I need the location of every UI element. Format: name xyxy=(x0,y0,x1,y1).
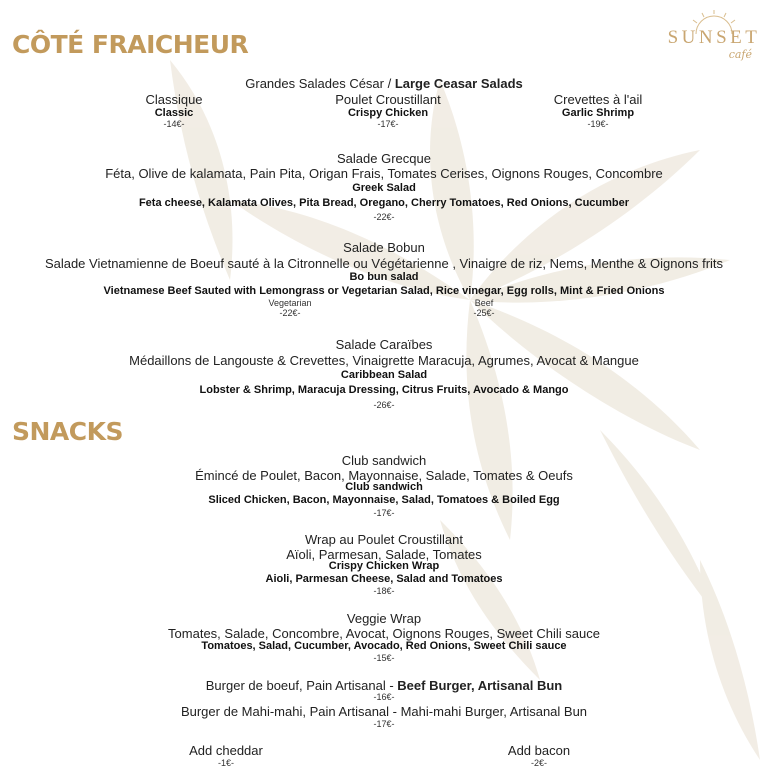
caraibes-en-desc: Lobster & Shrimp, Maracuja Dressing, Citrus Fruits, Avocado & Mango xyxy=(199,384,569,396)
cesar-option-en: Classic xyxy=(154,107,194,119)
caraibes-desc: Médaillons de Langouste & Crevettes, Vinaigrette Maracuja, Agrumes, Avocat & Mangue xyxy=(129,353,639,368)
bobun-option-price: -22€- xyxy=(279,308,301,318)
caraibes-en-name: Caribbean Salad xyxy=(340,369,428,381)
bobun-option-label: Beef xyxy=(474,298,494,308)
cesar-option-fr: Classique xyxy=(145,92,203,107)
cesar-option-classic xyxy=(114,92,234,129)
cesar-title-en: Large Ceasar Salads xyxy=(394,76,523,91)
caraibes-price: -26€- xyxy=(373,400,395,410)
cesar-option-fr: Crevettes à l'ail xyxy=(553,92,643,107)
mahi-price: -17€- xyxy=(373,719,395,729)
wrap-en-desc: Aioli, Parmesan Cheese, Salad and Tomatoes xyxy=(265,573,503,585)
bobun-option-price: -25€- xyxy=(473,308,495,318)
section-title-snacks: SNACKS xyxy=(12,417,124,446)
brand-name: SUNSET xyxy=(667,27,761,48)
cesar-option-price: -17€- xyxy=(377,119,399,129)
grecque-name: Salade Grecque xyxy=(337,151,431,166)
brand-sub: café xyxy=(728,48,752,61)
club-en-name: Club sandwich xyxy=(345,481,423,493)
addon-price: -1€- xyxy=(217,758,234,768)
veggie-name: Veggie Wrap xyxy=(346,611,422,626)
wrap-en-name: Crispy Chicken Wrap xyxy=(328,560,440,572)
cesar-option-crispy-chicken xyxy=(318,92,458,129)
cesar-option-price: -19€- xyxy=(587,119,609,129)
veggie-price: -15€- xyxy=(373,653,395,663)
wrap-name: Wrap au Poulet Croustillant xyxy=(304,532,463,547)
mahi-line: Burger de Mahi-mahi, Pain Artisanal - Mahi-mahi Burger, Artisanal Bun xyxy=(180,704,588,719)
addon-price: -2€- xyxy=(530,758,547,768)
club-price: -17€- xyxy=(373,508,395,518)
burger-line xyxy=(0,678,768,693)
section-title-fraicheur: CÔTÉ FRAICHEUR xyxy=(12,30,249,59)
grecque-en-desc: Feta cheese, Kalamata Olives, Pita Bread, Oregano, Cherry Tomatoes, Red Onions, Cucumber xyxy=(138,197,630,209)
club-name: Club sandwich xyxy=(341,453,427,468)
addon-label: Add bacon xyxy=(507,743,571,758)
wrap-price: -18€- xyxy=(373,586,395,596)
bobun-option-beef xyxy=(444,298,524,318)
bobun-option-label: Vegetarian xyxy=(268,298,312,308)
cesar-option-fr: Poulet Croustillant xyxy=(335,92,441,107)
cesar-option-garlic-shrimp xyxy=(538,92,658,129)
club-desc: Émincé de Poulet, Bacon, Mayonnaise, Salade, Tomates & Oeufs xyxy=(195,468,573,483)
addon-bacon xyxy=(489,743,589,768)
cesar-title xyxy=(0,76,768,91)
veggie-en-desc: Tomatoes, Salad, Cucumber, Avocado, Red Onions, Sweet Chili sauce xyxy=(201,640,567,652)
bobun-en-name: Bo bun salad xyxy=(349,271,419,283)
bobun-option-vegetarian xyxy=(240,298,340,318)
grecque-en-name: Greek Salad xyxy=(352,182,416,194)
sunset-cafe-logo xyxy=(664,10,764,70)
veggie-desc: Tomates, Salade, Concombre, Avocat, Oignons Rouges, Sweet Chili sauce xyxy=(168,626,600,641)
bobun-desc: Salade Vietnamienne de Boeuf sauté à la Citronnelle ou Végétarienne , Vinaigre de riz, Nems, Menthe & Oignons frits xyxy=(44,256,724,271)
caraibes-name: Salade Caraïbes xyxy=(335,337,433,352)
bobun-en-desc: Vietnamese Beef Sauted with Lemongrass or Vegetarian Salad, Rice vinegar, Egg rolls, Mint & Fried Onions xyxy=(103,285,665,297)
burger-price: -16€- xyxy=(373,692,395,702)
cesar-option-en: Garlic Shrimp xyxy=(561,107,635,119)
cesar-option-en: Crispy Chicken xyxy=(347,107,429,119)
club-en-desc: Sliced Chicken, Bacon, Mayonnaise, Salad, Tomatoes & Boiled Egg xyxy=(208,494,560,506)
grecque-desc: Féta, Olive de kalamata, Pain Pita, Origan Frais, Tomates Cerises, Oignons Rouges, Concombre xyxy=(105,166,663,181)
cesar-option-price: -14€- xyxy=(163,119,185,129)
burger-fr: Burger de boeuf, Pain Artisanal - xyxy=(205,678,398,693)
wrap-desc: Aïoli, Parmesan, Salade, Tomates xyxy=(286,547,482,562)
burger-en: Beef Burger, Artisanal Bun xyxy=(397,678,563,693)
addon-label: Add cheddar xyxy=(189,743,263,758)
cesar-title-fr: Grandes Salades César / xyxy=(245,76,395,91)
bobun-name: Salade Bobun xyxy=(343,240,425,255)
addon-cheddar xyxy=(176,743,276,768)
grecque-price: -22€- xyxy=(373,212,395,222)
